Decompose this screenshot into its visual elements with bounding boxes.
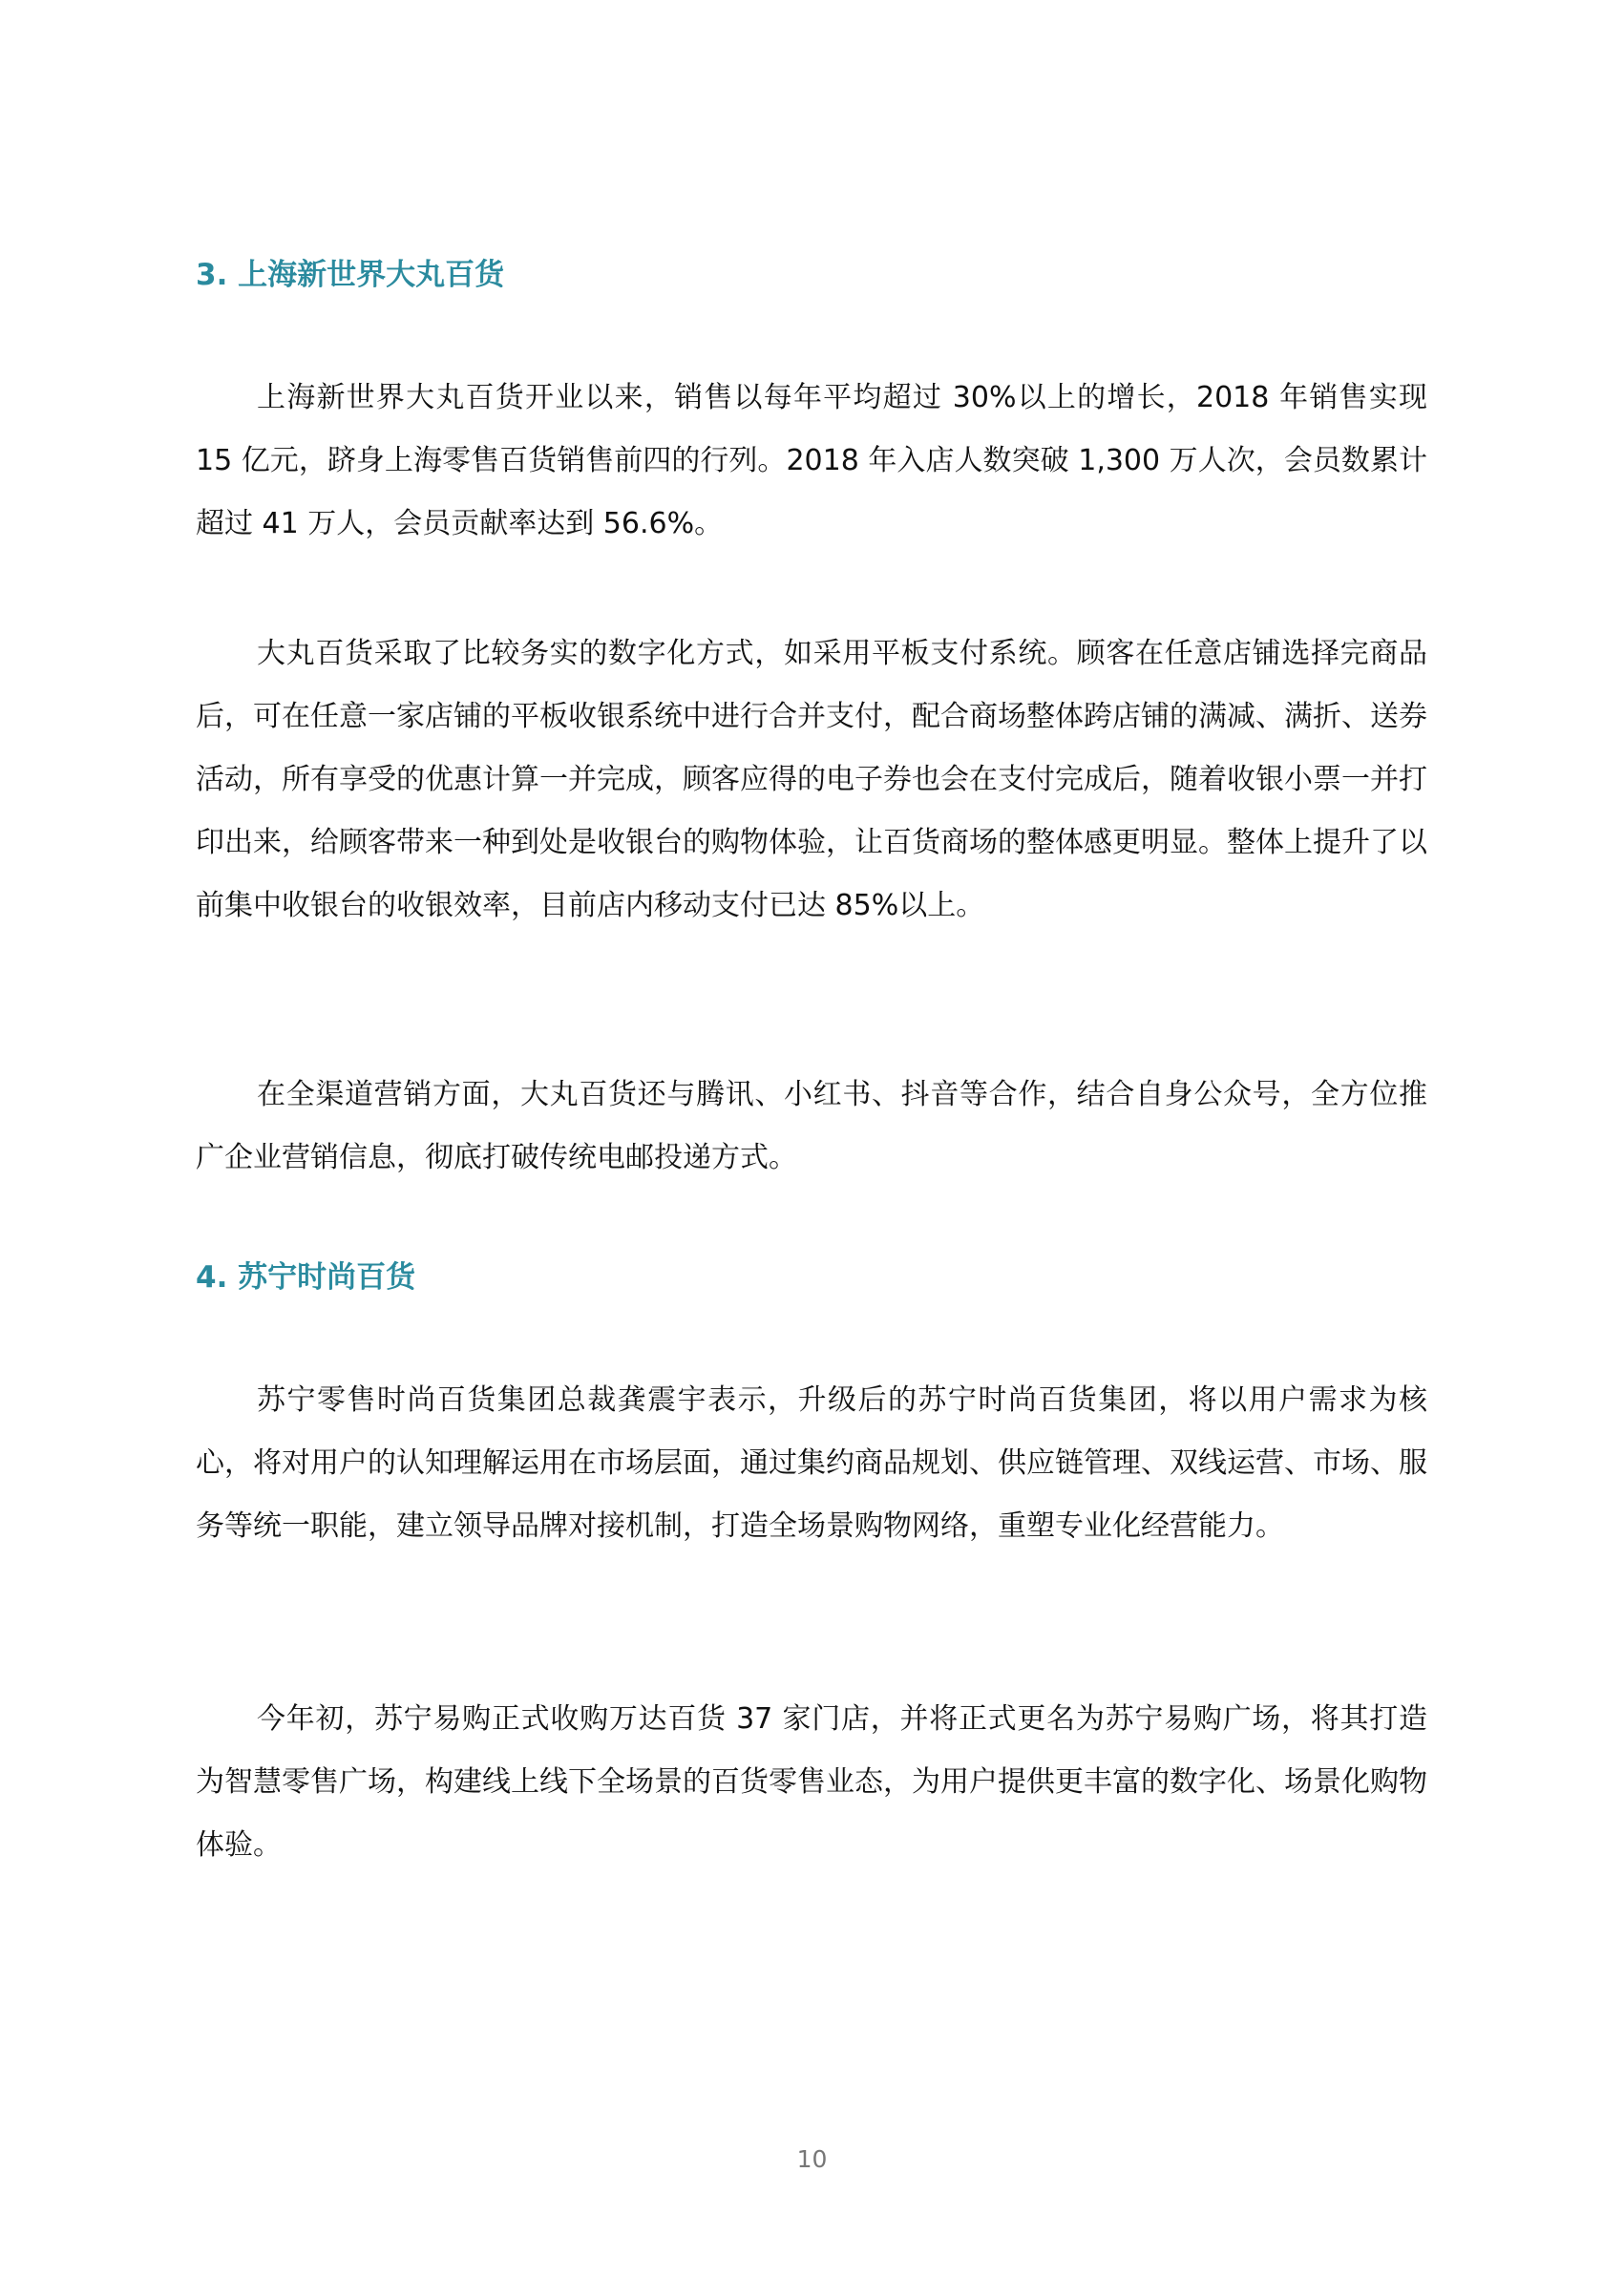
paragraph-daimaru-sales: 上海新世界大丸百货开业以来，销售以每年平均超过 30%以上的增长，2018 年销售实现 15 亿元，跻身上海零售百货销售前四的行列。2018 年入店人数突破 1,300 万人次，会员数累计超过 41 万人，会员贡献率达到 56.6%。 bbox=[196, 381, 1427, 540]
paragraph-suning-strategy: 苏宁零售时尚百货集团总裁龚震宇表示，升级后的苏宁时尚百货集团，将以用户需求为核心，将对用户的认知理解运用在市场层面，通过集约商品规划、供应链管理、双线运营、市场、服务等统一职能，建立领导品牌对接机制，打造全场景购物网络，重塑专业化经营能力。 bbox=[196, 1383, 1427, 1543]
paragraph-suning-acquisition: 今年初，苏宁易购正式收购万达百货 37 家门店，并将正式更名为苏宁易购广场，将其打造为智慧零售广场，构建线上线下全场景的百货零售业态，为用户提供更丰富的数字化、场景化购物体验。 bbox=[196, 1702, 1427, 1862]
paragraph-daimaru-omnichannel: 在全渠道营销方面，大丸百货还与腾讯、小红书、抖音等合作，结合自身公众号，全方位推广企业营销信息，彻底打破传统电邮投递方式。 bbox=[196, 1078, 1427, 1174]
paragraph-daimaru-digital-payment: 大丸百货采取了比较务实的数字化方式，如采用平板支付系统。顾客在任意店铺选择完商品后，可在任意一家店铺的平板收银系统中进行合并支付，配合商场整体跨店铺的满减、满折、送券活动，所有享受的优惠计算一并完成，顾客应得的电子券也会在支付完成后，随着收银小票一并打印出来，给顾客带来一种到处是收银台的购物体验，让百货商场的整体感更明显。整体上提升了以前集中收银台的收银效率，目前店内移动支付已达 85%以上。 bbox=[196, 637, 1427, 922]
section-heading-suning: 4. 苏宁时尚百货 bbox=[196, 1260, 416, 1295]
section-heading-daimaru: 3. 上海新世界大丸百货 bbox=[196, 258, 505, 292]
page-number: 10 bbox=[796, 2145, 828, 2173]
